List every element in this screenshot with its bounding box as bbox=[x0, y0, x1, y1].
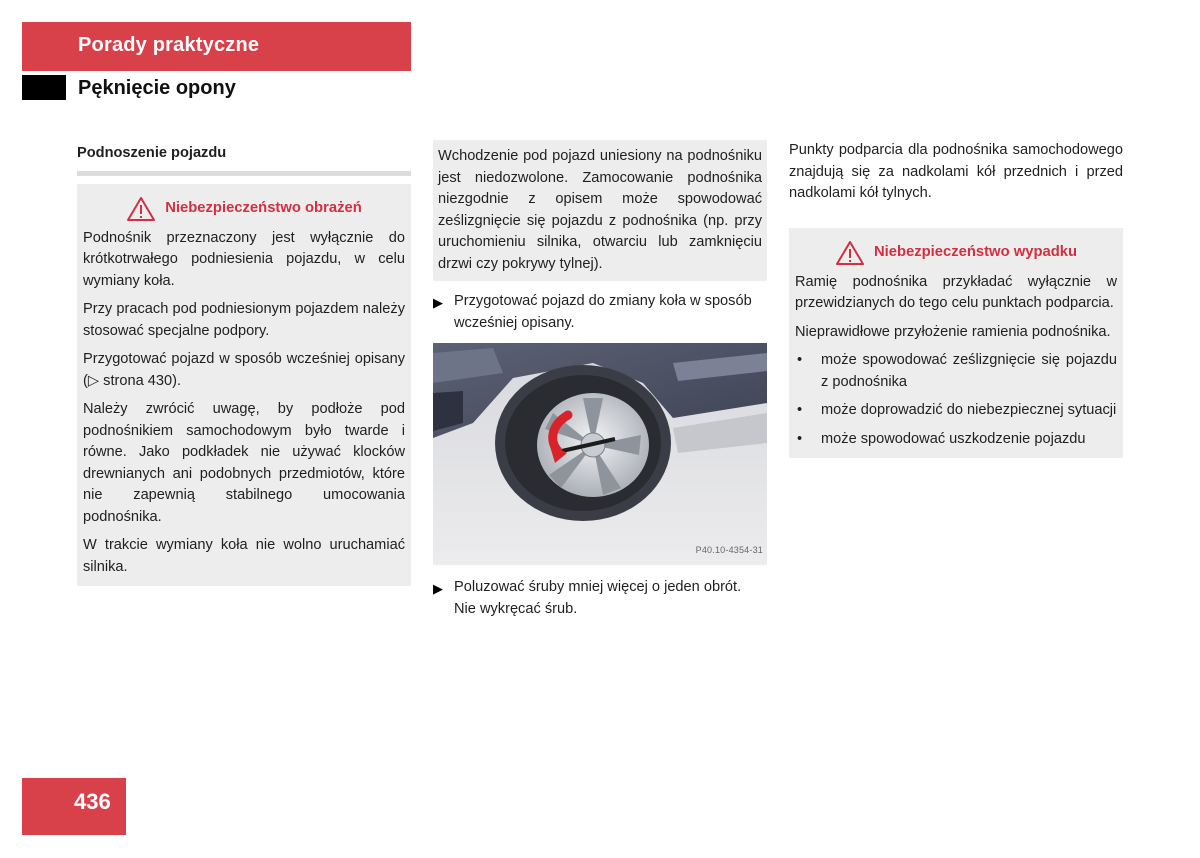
list-item-text: może doprowadzić do niebezpiecznej sytuacji bbox=[821, 402, 1117, 418]
column-middle bbox=[433, 140, 767, 620]
wheel-illustration bbox=[433, 343, 767, 565]
column-left bbox=[77, 140, 411, 586]
warning-paragraph: Przy pracach pod podniesionym pojazdem należy stosować specjalne podpory. bbox=[83, 301, 405, 339]
warning-triangle-icon bbox=[835, 240, 865, 266]
warning-paragraph: Należy zwrócić uwagę, by podłoże pod podnośnikiem samochodowym było twarde i równe. Jako podkładek nie używać klocków drewnianych ani podobnych przedmiotów, które nie zapewnią stabilnego umocowania podnośnika. bbox=[83, 401, 405, 525]
warning-title: Niebezpieczeństwo wypadku bbox=[873, 243, 1078, 260]
list-item bbox=[795, 350, 1117, 393]
image-code: P40.10-4354-31 bbox=[695, 544, 763, 555]
warning-paragraph: Podnośnik przeznaczony jest wyłącznie do krótkotrwałego podniesienia pojazdu, w celu wymiany koła. bbox=[83, 229, 405, 289]
warning-paragraph-reference bbox=[83, 349, 405, 392]
bullet-icon: • bbox=[797, 352, 803, 368]
step-arrow-icon: ▶ bbox=[433, 581, 443, 596]
warning-box-injury bbox=[77, 184, 411, 587]
page-number: 436 bbox=[74, 789, 111, 814]
list-item-text: może spowodować ześlizgnięcie się pojazdu z podnośnika bbox=[821, 352, 1117, 390]
instruction-step bbox=[433, 577, 767, 620]
warning-title: Niebezpieczeństwo obrażeń bbox=[165, 199, 362, 216]
section-marker bbox=[22, 75, 66, 100]
bullet-icon: • bbox=[797, 402, 803, 418]
list-item bbox=[795, 429, 1117, 451]
section-title: Pęknięcie opony bbox=[78, 77, 236, 99]
warning-bullet-list bbox=[795, 350, 1117, 450]
warning-box-accident bbox=[789, 228, 1123, 459]
column-right bbox=[789, 140, 1123, 458]
step-text: Poluzować śruby mniej więcej o jeden obrót. Nie wykręcać śrub. bbox=[454, 579, 742, 617]
bullet-icon: • bbox=[797, 430, 803, 447]
subheading: Podnoszenie pojazdu bbox=[77, 140, 411, 176]
list-item bbox=[795, 400, 1117, 422]
warning-header bbox=[795, 236, 1117, 272]
reference-page: strona 430). bbox=[99, 372, 182, 389]
warning-paragraph: Nieprawidłowe przyłożenie ramienia podnośnika. bbox=[795, 323, 1111, 340]
warning-paragraph: Ramię podnośnika przykładać wyłącznie w przewidzianych do tego celu punktach podparcia. bbox=[795, 273, 1117, 311]
warning-triangle-icon bbox=[126, 196, 156, 222]
info-box bbox=[433, 140, 767, 281]
page-reference-arrow-icon: ▷ bbox=[87, 372, 100, 389]
step-arrow-icon: ▶ bbox=[433, 295, 443, 310]
info-box-text: Wchodzenie pod pojazd uniesiony na podnośniku jest niedozwolone. Zamocowanie podnośnika niezgodnie z opisem może spowodować ześlizgnięcie się pojazdu z podnośnika (np. przy uruchomieniu silnika, otwarciu lub zamknięciu drzwi czy pokrywy tylnej). bbox=[438, 148, 762, 272]
warning-header bbox=[83, 192, 405, 228]
warning-paragraph: W trakcie wymiany koła nie wolno uruchamiać silnika. bbox=[83, 537, 405, 575]
wheel-photo bbox=[433, 343, 767, 565]
instruction-step bbox=[433, 291, 767, 334]
category-title: Porady praktyczne bbox=[78, 34, 260, 56]
step-text: Przygotować pojazd do zmiany koła w sposób wcześniej opisany. bbox=[454, 293, 752, 331]
list-item-text: może spowodować uszkodzenie pojazdu bbox=[821, 430, 1086, 447]
support-points-text: Punkty podparcia dla podnośnika samochodowego znajdują się za nadkolami kół przednich i przed nadkolami kół tylnych. bbox=[789, 142, 1123, 201]
reference-text: Przygotować pojazd w sposób wcześniej opisany ( bbox=[83, 351, 405, 389]
